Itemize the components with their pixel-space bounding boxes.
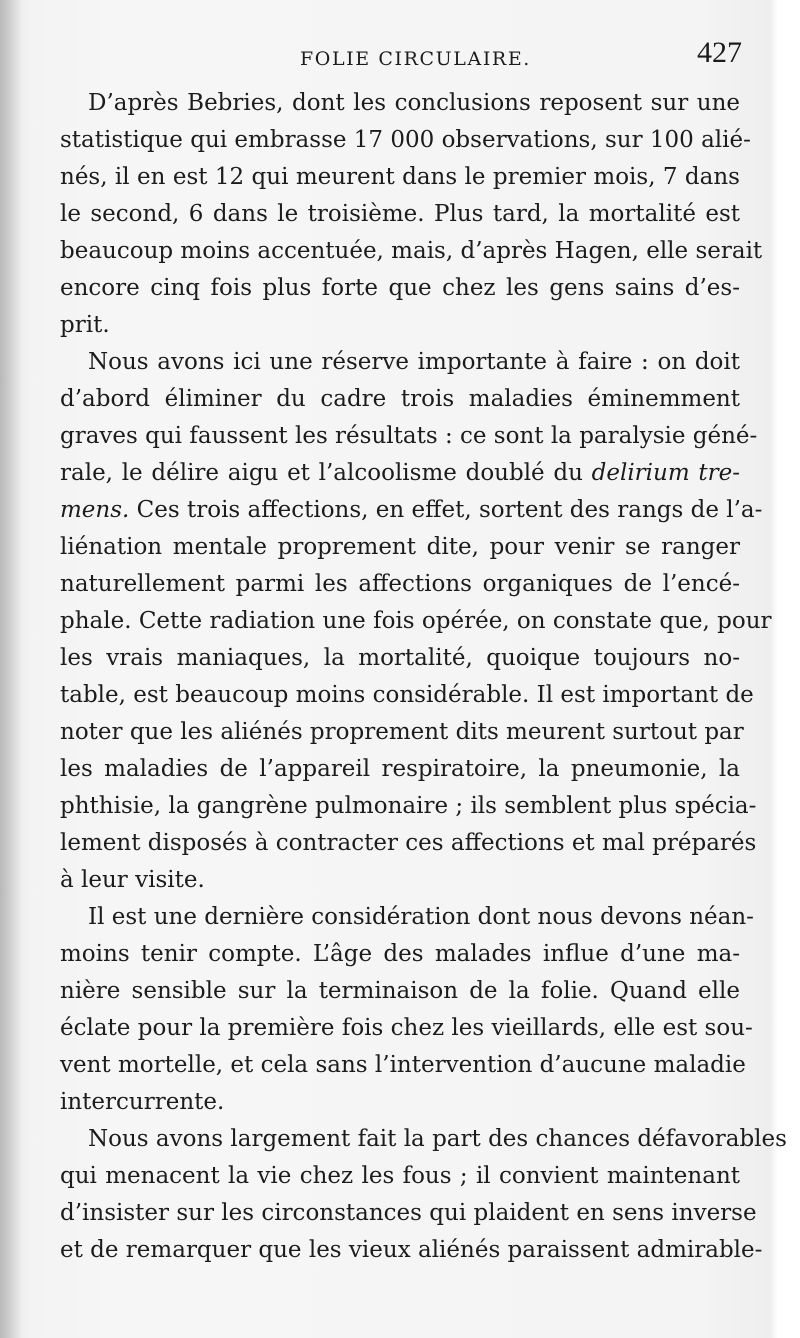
text-line: d’abord éliminer du cadre trois maladies éminemment bbox=[60, 386, 740, 412]
text-line: les maladies de l’appareil respiratoire, la pneumonie, la bbox=[60, 756, 740, 782]
text-line: éclate pour la première fois chez les vieillards, elle est sou- bbox=[60, 1015, 753, 1041]
text-line: moins tenir compte. L’âge des malades influe d’une ma- bbox=[60, 941, 740, 967]
text-line: qui menacent la vie chez les fous ; il convient maintenant bbox=[60, 1163, 740, 1189]
text-line: naturellement parmi les affections organiques de l’encé- bbox=[60, 571, 740, 597]
page-number: 427 bbox=[697, 36, 742, 69]
text-line: d’insister sur les circonstances qui plaident en sens inverse bbox=[60, 1200, 757, 1226]
running-head: FOLIE CIRCULAIRE. bbox=[300, 48, 531, 70]
text-line: intercurrente. bbox=[60, 1089, 225, 1115]
text-line: graves qui faussent les résultats : ce sont la paralysie géné- bbox=[60, 423, 758, 449]
text-line: table, est beaucoup moins considérable. Il est important de bbox=[60, 682, 754, 708]
text-line: Nous avons largement fait la part des chances défavorables bbox=[88, 1126, 787, 1152]
text-line: encore cinq fois plus forte que chez les gens sains d’es- bbox=[60, 275, 740, 301]
text-line: nière sensible sur la terminaison de la folie. Quand elle bbox=[60, 978, 740, 1004]
text-line: phthisie, la gangrène pulmonaire ; ils semblent plus spécia- bbox=[60, 793, 757, 819]
text-line: beaucoup moins accentuée, mais, d’après Hagen, elle serait bbox=[60, 238, 763, 264]
text-line: nés, il en est 12 qui meurent dans le premier mois, 7 dans bbox=[60, 164, 740, 190]
text-line: Nous avons ici une réserve importante à faire : on doit bbox=[88, 349, 740, 375]
text-line: statistique qui embrasse 17 000 observations, sur 100 alié- bbox=[60, 127, 751, 153]
text-line: lement disposés à contracter ces affections et mal préparés bbox=[60, 830, 757, 856]
text-line bbox=[60, 495, 763, 525]
text-line: le second, 6 dans le troisième. Plus tard, la mortalité est bbox=[60, 201, 740, 227]
text-line: liénation mentale proprement dite, pour venir se ranger bbox=[60, 534, 740, 560]
text-segment: rale, le délire aigu et l’alcoolisme doublé du delirium tre- bbox=[60, 460, 740, 486]
text-line bbox=[60, 458, 740, 488]
text-line: prit. bbox=[60, 312, 110, 338]
text-line: vent mortelle, et cela sans l’intervention d’aucune maladie bbox=[60, 1052, 746, 1078]
text-line: les vrais maniaques, la mortalité, quoique toujours no- bbox=[60, 645, 740, 671]
text-line: à leur visite. bbox=[60, 867, 205, 893]
italic-term: mens. bbox=[60, 497, 130, 523]
text-line: Il est une dernière considération dont nous devons néan- bbox=[88, 904, 754, 930]
text-segment: mens. Ces trois affections, en effet, sortent des rangs de l’a- bbox=[60, 497, 763, 523]
binding-shadow bbox=[0, 0, 22, 1338]
text-line: D’après Bebries, dont les conclusions reposent sur une bbox=[88, 90, 740, 116]
text-line: et de remarquer que les vieux aliénés paraissent admirable- bbox=[60, 1237, 763, 1263]
italic-term: delirium tre- bbox=[591, 460, 740, 486]
page-header bbox=[0, 0, 800, 80]
text-line: noter que les aliénés proprement dits meurent surtout par bbox=[60, 719, 744, 745]
text-line: phale. Cette radiation une fois opérée, on constate que, pour bbox=[60, 608, 772, 634]
